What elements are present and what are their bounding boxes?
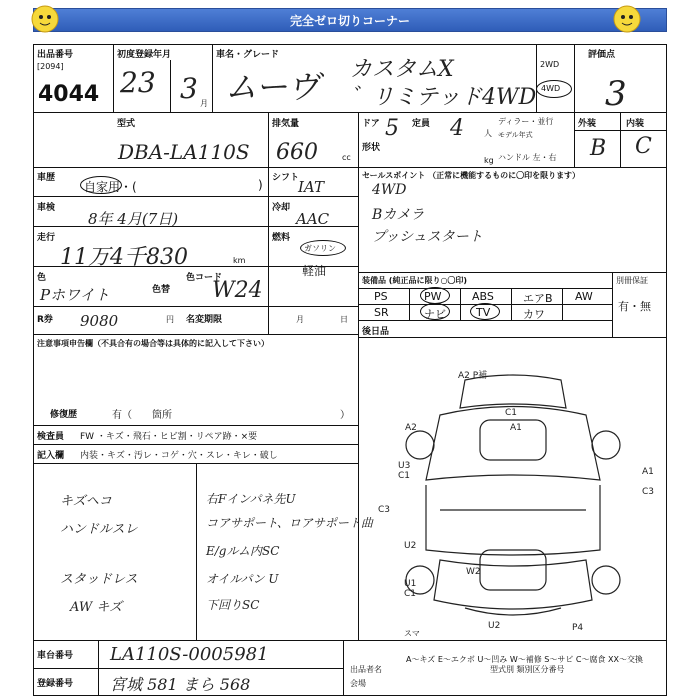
mark-12: C1 xyxy=(404,589,417,599)
mark-9: U2 xyxy=(404,541,417,551)
equip-airbag: エアB xyxy=(523,292,553,305)
history-label: 車歴 xyxy=(37,173,56,183)
color-value: Pホワイト xyxy=(40,286,110,304)
mark-14: P4 xyxy=(572,623,584,633)
footer-sub-1: 出品者名 xyxy=(350,665,382,674)
remark-right-5: 下回りSC xyxy=(206,598,260,612)
selling-points-label: セールスポイント （正常に機能するものに〇印を限ります） xyxy=(362,171,581,180)
grade-line2: ゛リミテッド4WD xyxy=(350,85,537,110)
drive-4wd: 4WD xyxy=(541,84,561,93)
color-label: 色 xyxy=(37,273,47,283)
mileage-value: 11万4千830 xyxy=(60,245,188,270)
legend-footnote: スマ xyxy=(404,629,420,638)
inspection-value: 8年 4月(7日) xyxy=(88,210,179,228)
remark-right-2: コアサポート、ロアサポート曲 xyxy=(206,516,373,530)
cooling-value: AAC xyxy=(296,210,330,228)
inspection-label: 車検 xyxy=(37,203,56,213)
mark-6: A1 xyxy=(642,467,654,477)
first-reg-year: 23 xyxy=(120,66,156,99)
mark-4: U3 xyxy=(398,461,411,471)
model-year-label: モデル年式 xyxy=(498,131,533,139)
reg-label: 登録番号 xyxy=(37,679,74,689)
notes-label: 注意事項申告欄（不具合有の場合等は具体的に記入して下さい） xyxy=(37,339,269,348)
history-value: 自家用・( xyxy=(84,180,137,194)
remark-right-3: E/gルム内SC xyxy=(206,544,280,558)
remark-left-3: スタッドレス xyxy=(60,572,138,587)
lot-number: 4044 xyxy=(38,82,100,107)
capacity-label: 定員 xyxy=(412,119,431,129)
mark-5: C1 xyxy=(398,471,411,481)
tv-circle xyxy=(470,303,500,320)
capacity-unit: 人 xyxy=(484,129,492,138)
option-value: 有・無 xyxy=(618,300,651,313)
inspector-items: FW ・キズ・飛石・ヒビ割・リペア跡・×要 xyxy=(80,432,258,442)
footer-sub-3: 型式別 類別区分番号 xyxy=(490,665,565,674)
lot-label: 出品番号 xyxy=(37,50,74,60)
name-change-day: 日 xyxy=(340,315,348,324)
remark-right-1: 右Fインパネ先U xyxy=(206,492,296,506)
car-name-label: 車名・グレード xyxy=(216,50,280,60)
first-reg-month: 3 xyxy=(180,72,198,105)
displacement-unit: cc xyxy=(342,153,351,162)
fuel-value2: 軽油 xyxy=(302,264,327,278)
mascot-right-icon xyxy=(612,4,642,34)
equip-aw: AW xyxy=(575,290,593,303)
model-value: DBA-LA110S xyxy=(118,140,250,164)
fuel-value1: ガソリン xyxy=(304,244,336,253)
interior-grade: C xyxy=(635,134,652,159)
chassis-label: 車台番号 xyxy=(37,651,74,661)
recycle-value: 9080 xyxy=(80,312,119,330)
exterior-grade: B xyxy=(590,136,607,161)
color-code-label: 色コード xyxy=(186,273,223,283)
fuel-label: 燃料 xyxy=(272,233,291,243)
option-label: 別冊保証 xyxy=(616,276,648,285)
mark-0: A2 P補 xyxy=(458,371,488,381)
selling-point-2: Bカメラ xyxy=(372,207,425,223)
interior-label: 内装 xyxy=(626,119,645,129)
model-label: 型式 xyxy=(117,119,136,129)
mark-8: C3 xyxy=(378,505,391,515)
legend-line: A～キズ E～エクボ U～凹み W～補修 S～サビ C～腐食 XX～交換 xyxy=(406,655,644,664)
repair-label: 修復歴 xyxy=(50,410,78,420)
reg-value: 宮城 581 まら 568 xyxy=(110,675,251,694)
displacement-label: 排気量 xyxy=(272,119,300,129)
selling-point-1: 4WD xyxy=(372,182,407,198)
mark-10: W2 xyxy=(466,567,481,577)
color-label2: 色替 xyxy=(152,285,171,295)
remark-right-4: オイルパン U xyxy=(206,572,279,586)
selling-point-3: プッシュスタート xyxy=(372,229,483,245)
remark-left-1: キズヘコ xyxy=(60,494,112,509)
shape-label: 形状 xyxy=(362,143,381,153)
mileage-label: 走行 xyxy=(37,233,56,243)
shift-label: シフト xyxy=(272,173,300,183)
repair-value: 有（ 箇所 xyxy=(112,410,172,421)
car-damage-diagram xyxy=(360,360,666,638)
cooling-label: 冷却 xyxy=(272,203,291,213)
equip-ps: PS xyxy=(374,290,388,303)
handle-label: ハンドル 左・右 xyxy=(498,153,557,162)
entry-label: 記入欄 xyxy=(37,451,65,461)
mark-11: U1 xyxy=(404,579,417,589)
recycle-unit: 円 xyxy=(166,315,174,324)
mascot-left-icon xyxy=(30,4,60,34)
lot-ref: [2094] xyxy=(37,62,64,71)
recycle-label: R券 xyxy=(37,315,53,325)
equip-leather: カワ xyxy=(523,308,545,321)
doors-label: ドア xyxy=(362,119,380,129)
equip-navi: ナビ xyxy=(424,308,446,321)
pw-circle xyxy=(420,287,450,304)
footer-sub-2: 会場 xyxy=(350,679,366,688)
mark-2: A1 xyxy=(510,423,522,433)
capacity-value: 4 xyxy=(450,116,464,141)
name-change-label: 名変期限 xyxy=(186,315,223,325)
kg-label: kg xyxy=(484,156,494,165)
repair-close: ） xyxy=(340,410,350,421)
car-name: ムーヴ xyxy=(225,68,320,106)
rating-label: 評価点 xyxy=(588,50,616,60)
later-items-label: 後日品 xyxy=(362,327,390,337)
rating-value: 3 xyxy=(605,74,627,114)
mark-1: C1 xyxy=(505,408,518,418)
equip-tv: TV xyxy=(476,306,491,319)
header-banner xyxy=(33,8,667,32)
first-reg-label: 初度登録年月 xyxy=(117,50,172,60)
mark-7: C3 xyxy=(642,487,655,497)
shift-value: IAT xyxy=(298,178,324,196)
name-change-month: 月 xyxy=(296,315,304,324)
drive-2wd: 2WD xyxy=(540,60,560,69)
remark-left-2: ハンドルスレ xyxy=(60,522,138,537)
remark-left-4: AW キズ xyxy=(70,600,123,615)
displacement-value: 660 xyxy=(276,140,318,165)
exterior-label: 外装 xyxy=(578,119,597,129)
inspector-label: 検査員 xyxy=(37,432,65,442)
mark-3: A2 xyxy=(405,423,417,433)
mileage-unit: km xyxy=(233,256,246,265)
mark-13: U2 xyxy=(488,621,501,631)
entry-items: 内装・キズ・汚レ・コゲ・穴・スレ・キレ・破し xyxy=(80,451,278,461)
navi-circle xyxy=(420,303,450,320)
equip-sr: SR xyxy=(374,306,389,319)
equip-abs: ABS xyxy=(472,290,494,303)
chassis-value: LA110S-0005981 xyxy=(110,644,269,665)
month-unit: 月 xyxy=(200,99,208,108)
doors-value: 5 xyxy=(385,116,399,141)
color-code-value: W24 xyxy=(212,278,263,303)
grade-line1: カスタムX xyxy=(350,57,454,82)
history-close: ) xyxy=(258,178,263,192)
equipment-label: 装備品 (純正品に限り○〇印) xyxy=(362,276,468,285)
dealer-label: ディラー・並行 xyxy=(498,117,554,126)
equip-pw: PW xyxy=(424,290,442,303)
banner-title: 完全ゼロ切りコーナー xyxy=(289,13,410,28)
